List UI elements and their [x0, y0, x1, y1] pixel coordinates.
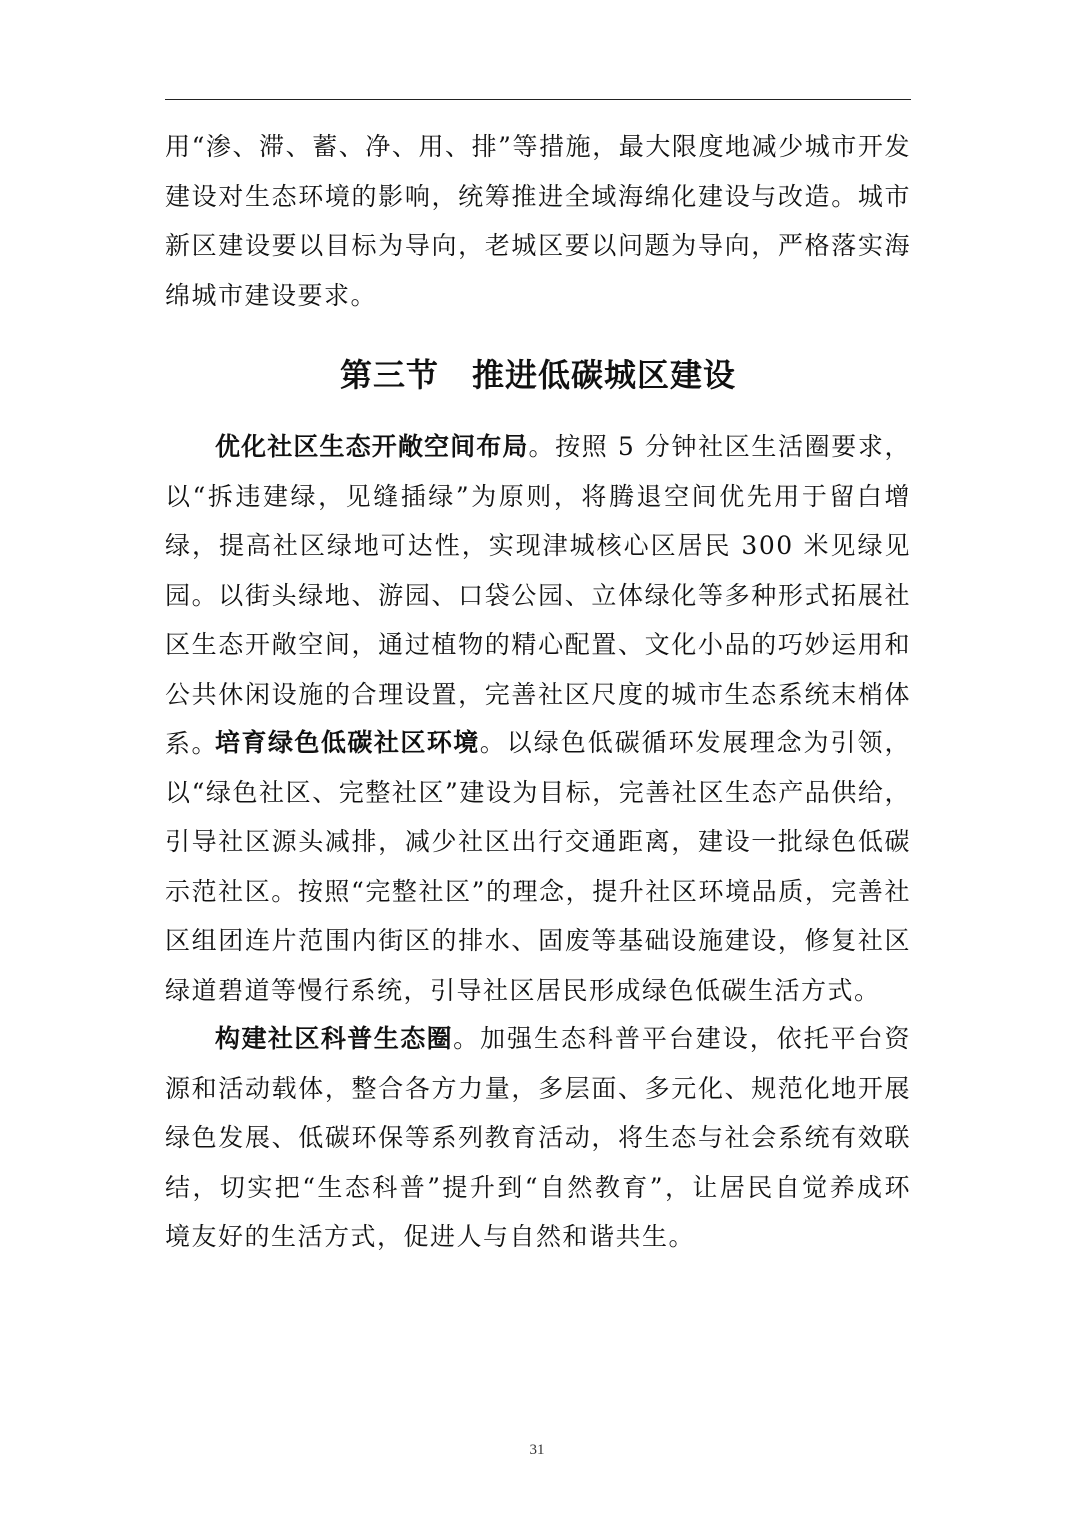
paragraph-text: 。以绿色低碳循环发展理念为引领，以“绿色社区、完整社区”建设为目标，完善社区生态产品供给，引导社区源头减排，减少社区出行交通距离，建设一批绿色低碳示范社区。按照“完整社区”的理念，提升社区环境品质，完善社区组团连片范围内街区的排水、固废等基础设施建设，修复社区绿道碧道等慢行系统，引导社区居民形成绿色低碳生活方式。 — [165, 728, 911, 1005]
paragraph-text: 。按照 5 分钟社区生活圈要求，以“拆违建绿，见缝插绿”为原则，将腾退空间优先用于留白增绿，提高社区绿地可达性，实现津城核心区居民 300 米见绿见园。以街头绿地、游园、口袋公园、立体绿化等多种形式拓展社区生态开敞空间，通过植物的精心配置、文化小品的巧妙运用和公共休闲设施的合理设置，完善社区尺度的城市生态系统末梢体系。 — [165, 432, 911, 758]
paragraph-lead: 培育绿色低碳社区环境 — [215, 728, 480, 757]
paragraph-lead: 构建社区科普生态圈 — [215, 1024, 454, 1053]
paragraph-green-community — [165, 718, 911, 1015]
paragraph-lead: 优化社区生态开敞空间布局 — [215, 432, 529, 461]
paragraph-science-ecosystem — [165, 1014, 911, 1262]
continuation-paragraph: 用“渗、滞、蓄、净、用、排”等措施，最大限度地减少城市开发建设对生态环境的影响，统筹推进全域海绵化建设与改造。城市新区建设要以目标为导向，老城区要以问题为导向，严格落实海绵城市建设要求。 — [165, 132, 911, 310]
section-title: 第三节 推进低碳城区建设 — [339, 356, 736, 394]
header-rule — [165, 99, 911, 100]
page-number: 31 — [529, 1442, 545, 1458]
paragraph-community-open-space — [165, 422, 911, 769]
paragraph-text: 。加强生态科普平台建设，依托平台资源和活动载体，整合各方力量，多层面、多元化、规范化地开展绿色发展、低碳环保等系列教育活动，将生态与社会系统有效联结，切实把“生态科普”提升到“自然教育”，让居民自觉养成环境友好的生活方式，促进人与自然和谐共生。 — [165, 1024, 911, 1251]
